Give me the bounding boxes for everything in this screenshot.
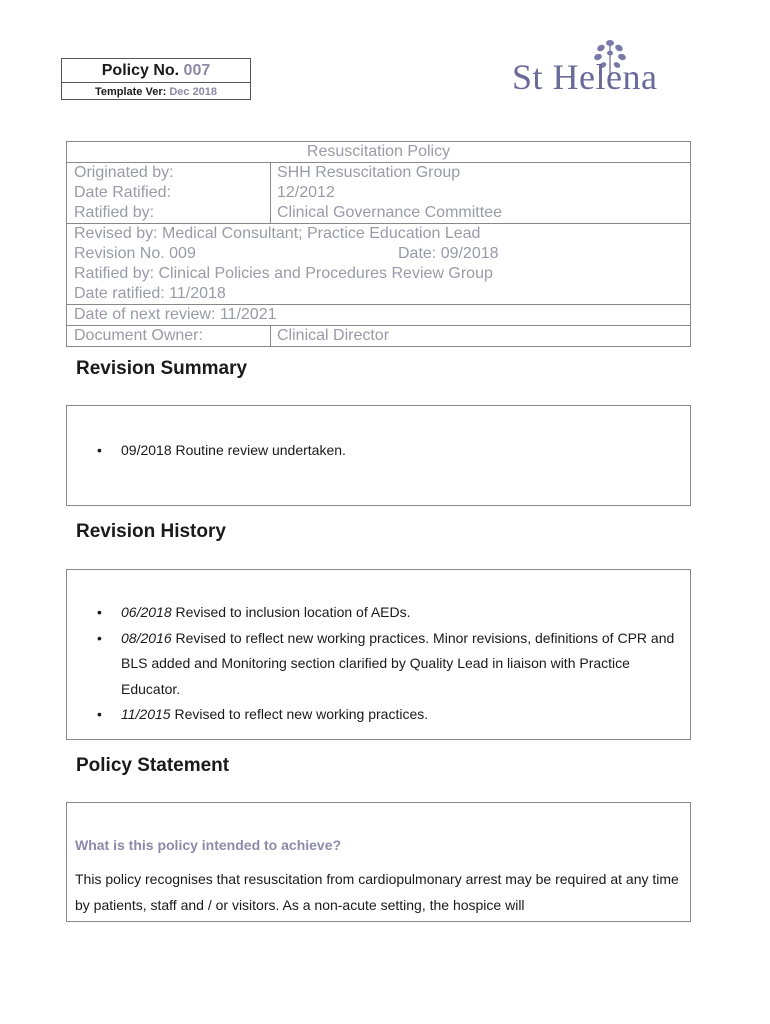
revision-summary-heading: Revision Summary [76, 358, 248, 379]
st-helena-logo [512, 38, 692, 98]
policy-number-label: Policy No. [101, 62, 184, 79]
revision-number: Revision No. 009 [74, 245, 196, 262]
policy-question: What is this policy intended to achieve? [75, 837, 342, 853]
originated-value: SHH Resuscitation Group [277, 164, 461, 181]
revision-history-box [66, 569, 691, 740]
policy-statement-text: This policy recognises that resuscitation from cardiopulmonary arrest may be required at any time by patients, staff and / or visitors. As a non-acute setting, the hospice will [75, 871, 679, 913]
ratified-by-label: Ratified by: [74, 204, 155, 221]
revision-date: Date: 09/2018 [398, 245, 499, 262]
owner-label: Document Owner: [74, 327, 203, 344]
policy-statement-heading: Policy Statement [76, 755, 230, 776]
policy-number [62, 59, 250, 83]
history-date: 06/2018 [121, 604, 172, 620]
date-ratified-value: 12/2012 [277, 184, 335, 201]
revision-line [74, 244, 690, 264]
policy-info-table [66, 141, 691, 347]
policy-title: Resuscitation Policy [67, 142, 690, 163]
list-item: • 09/2018 Routine review undertaken. [97, 442, 346, 458]
date-ratified-label: Date Ratified: [74, 184, 171, 201]
history-text: Revised to reflect new working practices. [170, 706, 429, 722]
list-item: • 06/2018 Revised to inclusion location of AEDs. [97, 604, 411, 620]
revision-history-heading: Revision History [76, 521, 226, 542]
revised-by: Revised by: Medical Consultant; Practice Education Lead [74, 225, 481, 242]
history-text: Revised to reflect new working practices. Minor revisions, definitions of CPR and BLS added and Monitoring section clarified by Quality Lead in liaison with Practice Educator. [121, 629, 675, 697]
revision-summary-box [66, 405, 691, 506]
date-ratified-2: Date ratified: 11/2018 [74, 285, 226, 302]
template-version-value: Dec 2018 [169, 86, 218, 98]
template-version-label: Template Ver: [94, 86, 170, 98]
history-date: 08/2016 [121, 629, 172, 646]
ratified-by-value: Clinical Governance Committee [277, 204, 502, 221]
template-version [62, 83, 250, 101]
logo-wordmark: St Helena [512, 57, 658, 97]
history-text: Revised to inclusion location of AEDs. [171, 604, 411, 620]
ratified-by-2: Ratified by: Clinical Policies and Procedures Review Group [74, 265, 493, 282]
owner-section [67, 326, 690, 346]
next-review: Date of next review: 11/2021 [67, 305, 690, 326]
revision-section [67, 224, 690, 305]
list-item: • 11/2015 Revised to reflect new working practices. [97, 706, 429, 722]
history-date: 11/2015 [121, 706, 171, 722]
policy-number-value: 007 [183, 62, 211, 79]
policy-statement-box [66, 802, 691, 922]
origin-section [67, 163, 690, 224]
originated-label: Originated by: [74, 164, 174, 181]
policy-number-box [61, 58, 251, 100]
revision-summary-text: 09/2018 Routine review undertaken. [121, 442, 346, 458]
owner-value: Clinical Director [277, 327, 390, 344]
list-item: • 08/2016 Revised to reflect new working practices. Minor revisions, definitions of CPR and BLS added and Monitoring section clarified by Quality Lead in liaison with Practice Educator. [97, 629, 675, 697]
